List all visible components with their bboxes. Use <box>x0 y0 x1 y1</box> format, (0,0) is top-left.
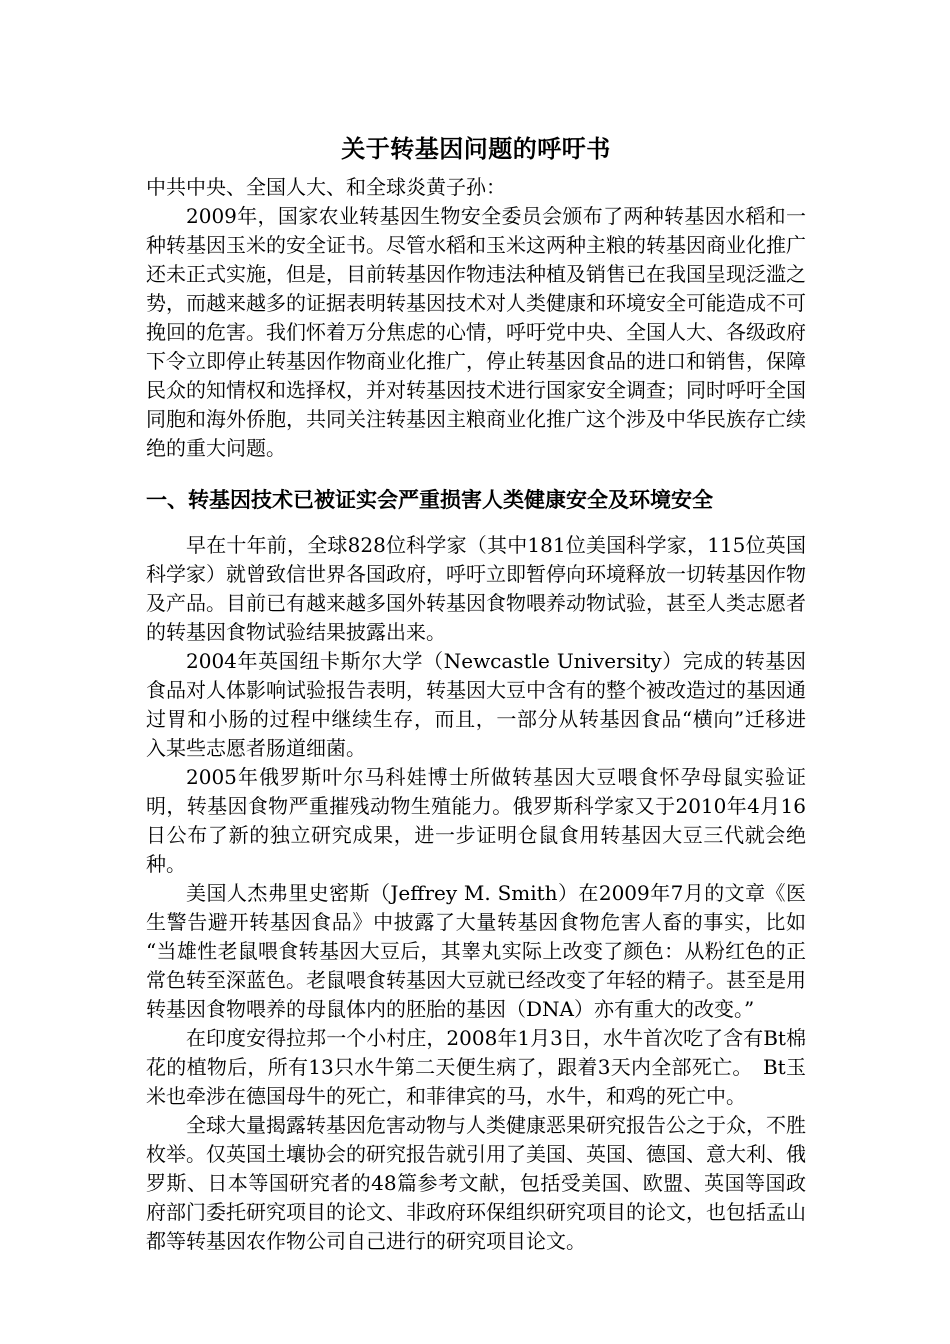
body-paragraph: 在印度安得拉邦一个小村庄，2008年1月3日，水牛首次吃了含有Bt棉花的植物后，所有13只水牛第二天便生病了，跟着3天内全部死亡。 Bt玉米也牵涉在德国母牛的死亡，和菲律宾的马，水牛，和鸡的死亡中。 <box>146 1026 806 1108</box>
body-paragraph: 2005年俄罗斯叶尔马科娃博士所做转基因大豆喂食怀孕母鼠实验证明，转基因食物严重摧残动物生殖能力。俄罗斯科学家又于2010年4月16日公布了新的独立研究成果，进一步证明仓鼠食用转基因大豆三代就会绝种。 <box>146 765 806 876</box>
document-page <box>146 131 806 1256</box>
salutation: 中共中央、全国人大、和全球炎黄子孙： <box>146 175 506 199</box>
body-paragraph: 美国人杰弗里史密斯（Jeffrey M. Smith）在2009年7月的文章《医生警告避开转基因食品》中披露了大量转基因食物危害人畜的事实，比如 “当雄性老鼠喂食转基因大豆后，其睾丸实际上改变了颜色：从粉红色的正常色转至深蓝色。老鼠喂食转基因大豆就已经改变了年轻的精子。甚至是用转基因食物喂养的母鼠体内的胚胎的基因（DNA）亦有重大的改变。” <box>146 881 806 1021</box>
document-title: 关于转基因问题的呼吁书 <box>341 134 611 163</box>
body-paragraph: 早在十年前，全球828位科学家（其中181位美国科学家，115位英国科学家）就曾致信世界各国政府，呼吁立即暂停向环境释放一切转基因作物及产品。目前已有越来越多国外转基因食物喂养动物试验，甚至人类志愿者的转基因食物试验结果披露出来。 <box>146 533 806 644</box>
intro-paragraph: 2009年，国家农业转基因生物安全委员会颁布了两种转基因水稻和一种转基因玉米的安全证书。尽管水稻和玉米这两种主粮的转基因商业化推广还未正式实施，但是，目前转基因作物违法种植及销售已在我国呈现泛滥之势，而越来越多的证据表明转基因技术对人类健康和环境安全可能造成不可挽回的危害。我们怀着万分焦虑的心情，呼吁党中央、全国人大、各级政府下令立即停止转基因作物商业化推广，停止转基因食品的进口和销售，保障民众的知情权和选择权，并对转基因技术进行国家安全调查；同时呼吁全国同胞和海外侨胞，共同关注转基因主粮商业化推广这个涉及中华民族存亡续绝的重大问题。 <box>146 204 806 460</box>
body-paragraph: 全球大量揭露转基因危害动物与人类健康恶果研究报告公之于众，不胜枚举。仅英国土壤协会的研究报告就引用了美国、英国、德国、意大利、俄罗斯、日本等国研究者的48篇参考文献，包括受美国、欧盟、英国等国政府部门委托研究项目的论文、非政府环保组织研究项目的论文，也包括孟山都等转基因农作物公司自己进行的研究项目论文。 <box>146 1113 806 1253</box>
body-paragraph: 2004年英国纽卡斯尔大学（Newcastle University）完成的转基因食品对人体影响试验报告表明，转基因大豆中含有的整个被改造过的基因通过胃和小肠的过程中继续生存，而且，一部分从转基因食品“横向”迁移进入某些志愿者肠道细菌。 <box>146 649 806 760</box>
section-heading: 一、转基因技术已被证实会严重损害人类健康安全及环境安全 <box>146 487 713 512</box>
